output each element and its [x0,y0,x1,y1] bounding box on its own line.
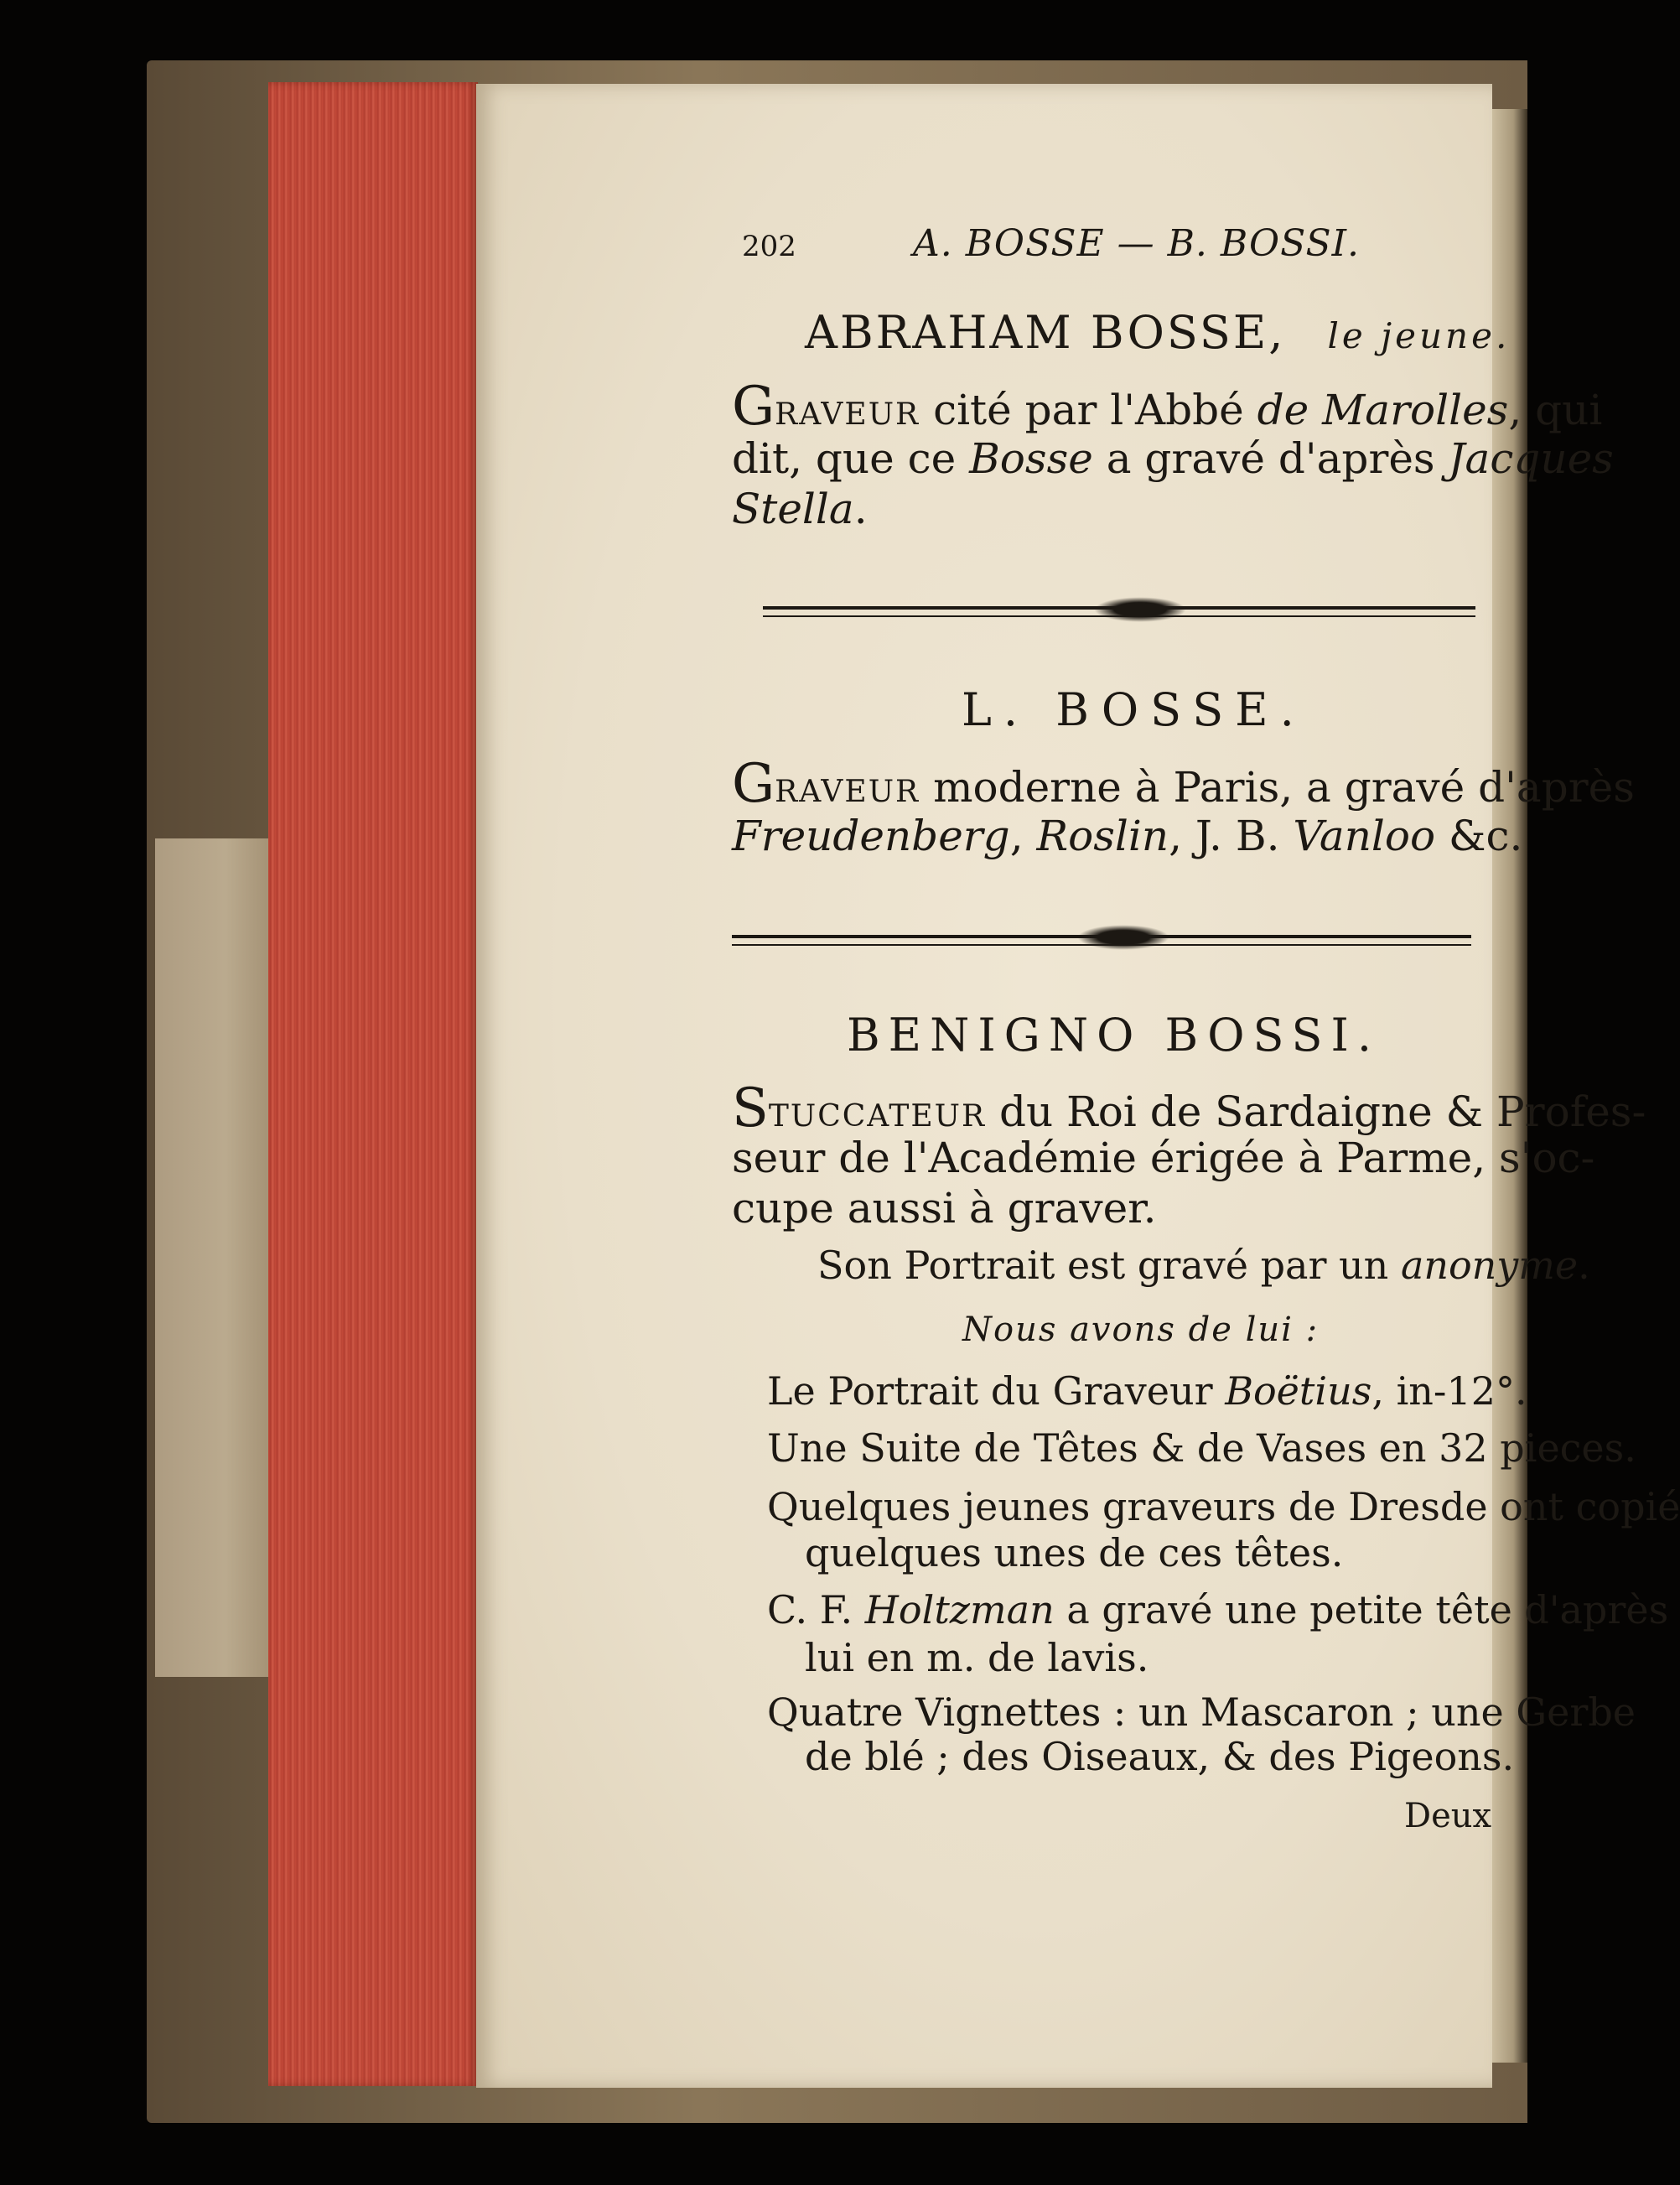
work-item: Une Suite de Têtes & de Vases en 32 pieces. [767,1425,1636,1471]
entry-heading: BENIGNO BOSSI. [847,1009,1380,1061]
work-item: C. F. Holtzman a gravé une petite tête d'après [767,1587,1669,1632]
entry-line: cupe aussi à graver. [732,1184,1157,1233]
page-number: 202 [742,230,796,263]
work-item: Quatre Vignettes : un Mascaron ; une Gerbe [767,1689,1636,1735]
portrait-line: Son Portrait est gravé par un anonyme. [817,1243,1590,1288]
red-page-edges [268,82,478,2086]
work-item: de blé ; des Oiseaux, & des Pigeons. [805,1734,1515,1779]
running-title: A. BOSSE — B. BOSSI. [913,222,1360,265]
catchword: Deux [1404,1797,1492,1835]
entry-heading: L. BOSSE. [962,683,1306,736]
entry-line: Stella. [732,485,868,533]
entry-line: seur de l'Académie érigée à Parme, s'oc- [732,1134,1595,1182]
entry-line: STUCCATEUR du Roi de Sardaigne & Profes- [732,1077,1646,1139]
entry-line: GRAVEUR moderne à Paris, a gravé d'après [732,753,1635,815]
works-intro: Nous avons de lui : [962,1310,1320,1349]
work-item: lui en m. de lavis. [805,1635,1149,1680]
divider-ornament [1094,597,1186,622]
entry-line: dit, que ce Bosse a gravé d'après Jacques [732,434,1614,483]
work-item: quelques unes de ces têtes. [805,1530,1344,1575]
work-item: Quelques jeunes graveurs de Dresde ont copié [767,1484,1680,1529]
entry-heading: ABRAHAM BOSSE, le jeune. [805,306,1511,359]
work-item: Le Portrait du Graveur Boëtius, in-12°. [767,1368,1527,1414]
divider-ornament [1077,925,1169,950]
entry-line: Freudenberg, Roslin, J. B. Vanloo &c. [732,812,1523,860]
running-header [742,222,1429,265]
entry-line: GRAVEUR cité par l'Abbé de Marolles, qui [732,376,1603,438]
binding-wear [155,838,272,1677]
